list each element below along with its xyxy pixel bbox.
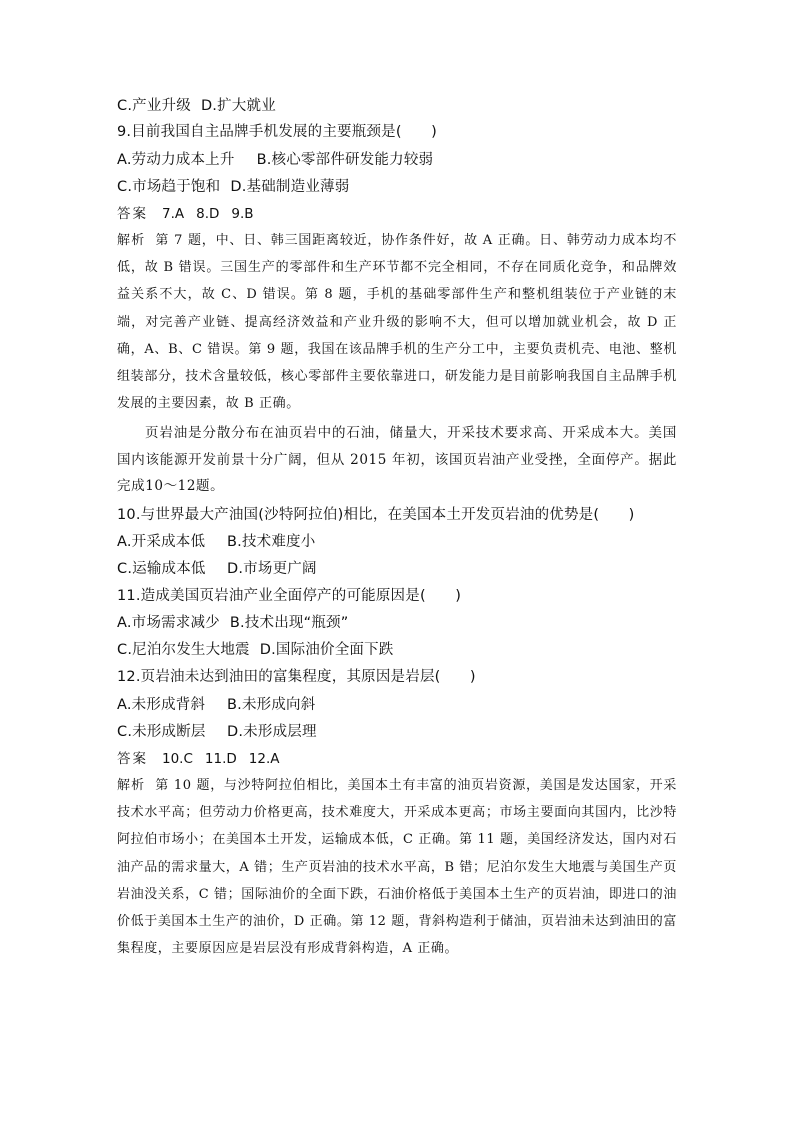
- q10-options-row-cd: [117, 559, 317, 579]
- q12-options-row-cd: [117, 722, 317, 742]
- q11-option-a: A.市场需求减少: [117, 615, 220, 631]
- answer-label: 答案: [117, 206, 148, 222]
- analysis-text: 第 7 题，中、日、韩三国距离较近，协作条件好，故 A 正确。日、韩劳动力成本均不低，故 B 错误。三国生产的零部件和生产环节都不完全相同，不存在同质化竞争，和品牌效益关系不大，故 C、D 错误。第 8 题，手机的基础零部件生产和整机组装位于产业链的末端，对完善产业链、提高经济效益和产业升级的影响不大，但可以增加就业机会，故 D 正确，A、B、C 错误。第 9 题，我国在该品牌手机的生产分工中，主要负责机壳、电池、整机组装部分，技术含量较低，核心零部件主要依靠进口，研发能力是目前影响我国自主品牌手机发展的主要因素，故 B 正确。: [117, 233, 677, 412]
- q8-option-c: C.产业升级: [117, 98, 191, 114]
- q10-stem: 10.与世界最大产油国(沙特阿拉伯)相比，在美国本土开发页岩油的优势是( ): [117, 507, 635, 523]
- reading-passage: 页岩油是分散分布在油页岩中的石油，储量大，开采技术要求高、开采成本大。美国国内该能源开发前景十分广阔，但从 2015 年初，该国页岩油产业受挫，全面停产。据此完成10～12题。: [117, 425, 677, 494]
- answer-label: 答案: [117, 751, 148, 767]
- answer-line-7-9: [117, 204, 266, 224]
- q9-stem: 9.目前我国自主品牌手机发展的主要瓶颈是( ): [117, 124, 437, 140]
- q11-options-row-cd: [117, 640, 394, 660]
- q9-option-b: B.核心零部件研发能力较弱: [256, 152, 434, 168]
- q9-options-row-cd: [117, 177, 349, 197]
- q12-option-b: B.未形成向斜: [227, 697, 316, 713]
- q9-option-c: C.市场趋于饱和: [117, 179, 221, 195]
- q11-options-row-ab: [117, 613, 348, 633]
- q12-option-c: C.未形成断层: [117, 724, 206, 740]
- q11-option-d: D.国际油价全面下跌: [259, 642, 394, 658]
- q12-option-d: D.未形成层理: [227, 724, 317, 740]
- q11-stem: 11.造成美国页岩油产业全面停产的可能原因是( ): [117, 588, 462, 604]
- answer-value: 11.D: [204, 751, 237, 767]
- q10-option-c: C.运输成本低: [117, 561, 206, 577]
- q12-options-row-ab: [117, 695, 315, 715]
- q10-option-a: A.开采成本低: [117, 534, 206, 550]
- answer-line-10-12: [117, 749, 292, 769]
- q11-option-b: B.技术出现“瓶颈”: [229, 615, 349, 631]
- q10-options-row-ab: [117, 532, 315, 552]
- answer-value: 9.B: [231, 206, 254, 222]
- q12-stem: 12.页岩油未达到油田的富集程度，其原因是岩层( ): [117, 669, 476, 685]
- answer-value: 8.D: [196, 206, 220, 222]
- analysis-10-12: [117, 772, 677, 962]
- q9-option-d: D.基础制造业薄弱: [230, 179, 350, 195]
- answer-value: 12.A: [248, 751, 280, 767]
- analysis-label: 解析: [117, 233, 146, 248]
- answer-value: 7.A: [162, 206, 185, 222]
- q12-option-a: A.未形成背斜: [117, 697, 206, 713]
- q9-option-a: A.劳动力成本上升: [117, 152, 235, 168]
- q8-option-d: D.扩大就业: [200, 98, 276, 114]
- answer-value: 10.C: [162, 751, 193, 767]
- q11-option-c: C.尼泊尔发生大地震: [117, 642, 250, 658]
- q9-options-row-ab: [117, 150, 433, 170]
- q10-option-b: B.技术难度小: [227, 534, 316, 550]
- analysis-7-9: [117, 227, 677, 417]
- q10-option-d: D.市场更广阔: [227, 561, 317, 577]
- analysis-label: 解析: [117, 778, 146, 793]
- analysis-text: 第 10 题，与沙特阿拉伯相比，美国本土有丰富的油页岩资源，美国是发达国家，开采技术水平高；但劳动力价格更高，技术难度大，开采成本更高；市场主要面向其国内，比沙特阿拉伯市场小；在美国本土开发，运输成本低，C 正确。第 11 题，美国经济发达，国内对石油产品的需求量大，A 错；生产页岩油的技术水平高，B 错；尼泊尔发生大地震与美国生产页岩油没关系，C 错；国际油价的全面下跌，石油价格低于美国本土生产的页岩油，即进口的油价低于美国本土生产的油价，D 正确。第 12 题，背斜构造利于储油，页岩油未达到油田的富集程度，主要原因应是岩层没有形成背斜构造，A 正确。: [117, 778, 678, 957]
- q8-options-row-cd: [117, 96, 276, 116]
